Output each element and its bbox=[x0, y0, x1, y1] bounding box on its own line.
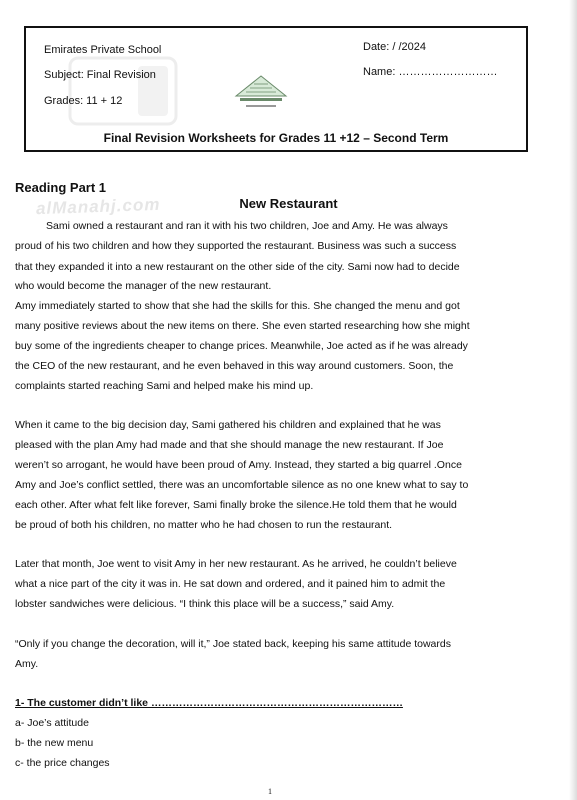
name-field: Name: ……………………… bbox=[363, 66, 498, 78]
answer-option: c- the price changes bbox=[15, 757, 110, 769]
page-edge-shadow bbox=[569, 0, 577, 800]
passage-line: who would become the manager of the new restaurant. bbox=[15, 280, 272, 292]
passage-line: complaints started reaching Sami and helped make his mind up. bbox=[15, 380, 314, 392]
passage-line: that they expanded it into a new restaurant on the other side of the city. Sami now had to decide bbox=[15, 261, 460, 273]
answer-option: b- the new menu bbox=[15, 737, 94, 749]
passage-line: the CEO of the new restaurant, and he even behaved in this way around customers. Soon, the bbox=[15, 360, 454, 372]
story-title: New Restaurant bbox=[239, 196, 338, 211]
header-box bbox=[24, 26, 528, 152]
page-number: 1 bbox=[268, 787, 272, 796]
date-field: Date: / /2024 bbox=[363, 41, 426, 53]
school-logo-icon bbox=[232, 68, 290, 112]
passage-line: Sami owned a restaurant and ran it with his two children, Joe and Amy. He was always bbox=[46, 220, 448, 232]
question-stem: 1- The customer didn’t like ……………………………………………………………… bbox=[15, 697, 403, 709]
passage-line: pleased with the plan Amy had made and that she should manage the new restaurant. If Joe bbox=[15, 439, 444, 451]
passage-line: what a nice part of the city it was in. He sat down and ordered, and it pained him to admit the bbox=[15, 578, 446, 590]
passage-line: lobster sandwiches were delicious. “I think this place will be a success,” said Amy. bbox=[15, 598, 395, 610]
school-name: Emirates Private School bbox=[44, 44, 162, 56]
passage-line: weren’t so arrogant, he would have been proud of Amy. Instead, they started a big quarrel .Once bbox=[15, 459, 462, 471]
watermark-text: alManahj.com bbox=[35, 194, 161, 219]
passage-line: proud of his two children and how they supported the restaurant. Business was such a success bbox=[15, 240, 457, 252]
passage-line: Amy and Joe’s conflict settled, there was an uncomfortable silence as no one knew what to say to bbox=[15, 479, 469, 491]
passage-line: be proud of both his children, no matter who he had chosen to run the restaurant. bbox=[15, 519, 393, 531]
passage-line: Amy immediately started to show that she had the skills for this. She changed the menu and got bbox=[15, 300, 460, 312]
passage-line: each other. After what felt like forever, Sami finally broke the silence.He told them that he would bbox=[15, 499, 457, 511]
passage-line: “Only if you change the decoration, will it,” Joe stated back, keeping his same attitude towards bbox=[15, 638, 451, 650]
grades-label: Grades: 11 + 12 bbox=[44, 95, 123, 107]
passage-line: many positive reviews about the new items on there. She even started researching how she might bbox=[15, 320, 470, 332]
passage-line: Amy. bbox=[15, 658, 39, 670]
passage-line: When it came to the big decision day, Sami gathered his children and explained that he was bbox=[15, 419, 441, 431]
passage-line: Later that month, Joe went to visit Amy in her new restaurant. As he arrived, he couldn’t believe bbox=[15, 558, 457, 570]
subject-label: Subject: Final Revision bbox=[44, 69, 156, 81]
answer-option: a- Joe’s attitude bbox=[15, 717, 89, 729]
worksheet-title: Final Revision Worksheets for Grades 11 +12 – Second Term bbox=[103, 131, 449, 145]
passage-line: buy some of the ingredients cheaper to change prices. Meanwhile, Joe acted as if he was already bbox=[15, 340, 468, 352]
section-title: Reading Part 1 bbox=[15, 180, 107, 195]
